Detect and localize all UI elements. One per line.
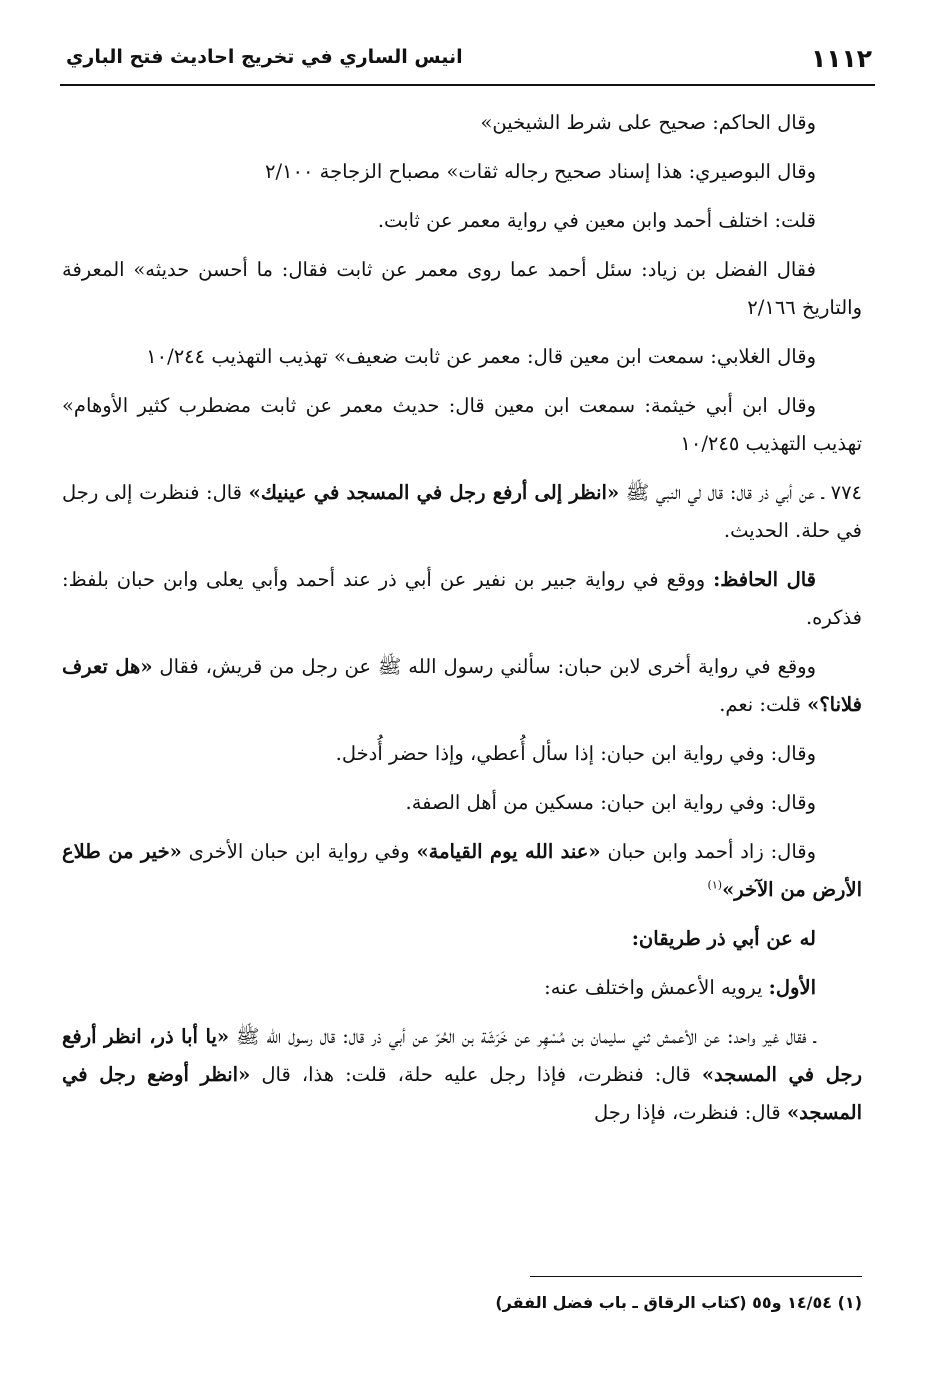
text-run: يرويه الأعمش واختلف عنه: — [544, 976, 769, 999]
bold-text: «يا أبا ذر، انظر أرفع رجل في المسجد» — [62, 1025, 862, 1086]
bold-text: «انظر إلى أرفع رجل في المسجد في عينيك» — [248, 481, 620, 504]
footnote: (١) ١٤/٥٤ و٥٥ (كتاب الرقاق ـ باب فضل الفقر) — [495, 1293, 862, 1312]
text-run: ٧٧٤ ـ عن أبي ذر قال: قال لي النبي ﷺ — [619, 481, 863, 504]
paragraph — [62, 1018, 862, 1132]
footnote-ref: (١) — [707, 878, 723, 892]
bold-text: «عند الله يوم القيامة» — [416, 840, 601, 863]
running-title: انيس الساري في تخريج احاديث فتح الباري — [66, 46, 463, 68]
paragraph — [62, 920, 862, 958]
text-run: قلت: اختلف أحمد وابن معين في رواية معمر عن ثابت. — [377, 209, 816, 232]
bold-text: الأول: — [768, 976, 816, 999]
paragraph — [62, 153, 862, 191]
paragraph — [62, 648, 862, 724]
text-run: وقال البوصيري: هذا إسناد صحيح رجاله ثقات» مصباح الزجاجة ٢/١٠٠ — [265, 160, 816, 183]
paragraph — [62, 251, 862, 327]
text-run: ـ فقال غير واحد: عن الأعمش ثني سليمان بن مُسْهِر عن خَرَشَة بن الحُرّ عن أبي ذر قال: قال رسول الله ﷺ — [229, 1025, 816, 1048]
paragraph — [62, 387, 862, 463]
paragraph — [62, 833, 862, 909]
footnote-rule — [530, 1276, 862, 1277]
text-run: وقال: زاد أحمد وابن حبان — [600, 840, 816, 863]
text-run: وقال الغلابي: سمعت ابن معين قال: معمر عن ثابت ضعيف» تهذيب التهذيب ١٠/٢٤٤ — [146, 345, 816, 368]
paragraph — [62, 561, 862, 637]
text-run: وفي رواية ابن حبان الأخرى — [181, 840, 417, 863]
text-run: وقال: وفي رواية ابن حبان: مسكين من أهل الصفة. — [405, 791, 816, 814]
body-text — [62, 104, 862, 1143]
paragraph — [62, 474, 862, 550]
page-header — [60, 40, 880, 84]
paragraph — [62, 969, 862, 1007]
paragraph — [62, 735, 862, 773]
bold-text: «انظر أوضع رجل في المسجد» — [62, 1063, 862, 1124]
text-run: ووقع في رواية جبير بن نفير عن أبي ذر عند أحمد وأبي يعلى وابن حبان بلفظ: فذكره. — [62, 568, 862, 629]
paragraph — [62, 202, 862, 240]
page-number: ١١١٢ — [810, 44, 872, 73]
text-run: وقال: وفي رواية ابن حبان: إذا سأل أُعطي، وإذا حضر أُدخل. — [335, 742, 816, 765]
paragraph — [62, 338, 862, 376]
bold-text: «خير من طلاع الأرض من الآخر» — [62, 840, 862, 901]
text-run: قلت: نعم. — [719, 693, 808, 716]
header-rule — [60, 84, 875, 86]
text-run: ووقع في رواية أخرى لابن حبان: سألني رسول الله ﷺ عن رجل من قريش، فقال — [152, 655, 816, 678]
bold-text: قال الحافظ: — [713, 568, 816, 591]
text-run: وقال الحاكم: صحيح على شرط الشيخين» — [480, 111, 816, 134]
text-run: قال: فنظرت إلى رجل في حلة. الحديث. — [62, 481, 862, 542]
text-run: قال: فنظرت، فإذا رجل عليه حلة، قلت: هذا، قال — [250, 1063, 702, 1086]
paragraph — [62, 784, 862, 822]
text-run: وقال ابن أبي خيثمة: سمعت ابن معين قال: حديث معمر عن ثابت مضطرب كثير الأوهام» تهذيب التهذيب ١٠/٢٤٥ — [62, 394, 862, 455]
paragraph — [62, 104, 862, 142]
bold-text: «هل تعرف فلانا؟» — [62, 655, 862, 716]
text-run: قال: فنظرت، فإذا رجل — [593, 1101, 787, 1124]
text-run: فقال الفضل بن زياد: سئل أحمد عما روى معمر عن ثابت فقال: ما أحسن حديثه» المعرفة والتاريخ ٢/١٦٦ — [62, 258, 862, 319]
bold-text: له عن أبي ذر طريقان: — [631, 927, 816, 950]
